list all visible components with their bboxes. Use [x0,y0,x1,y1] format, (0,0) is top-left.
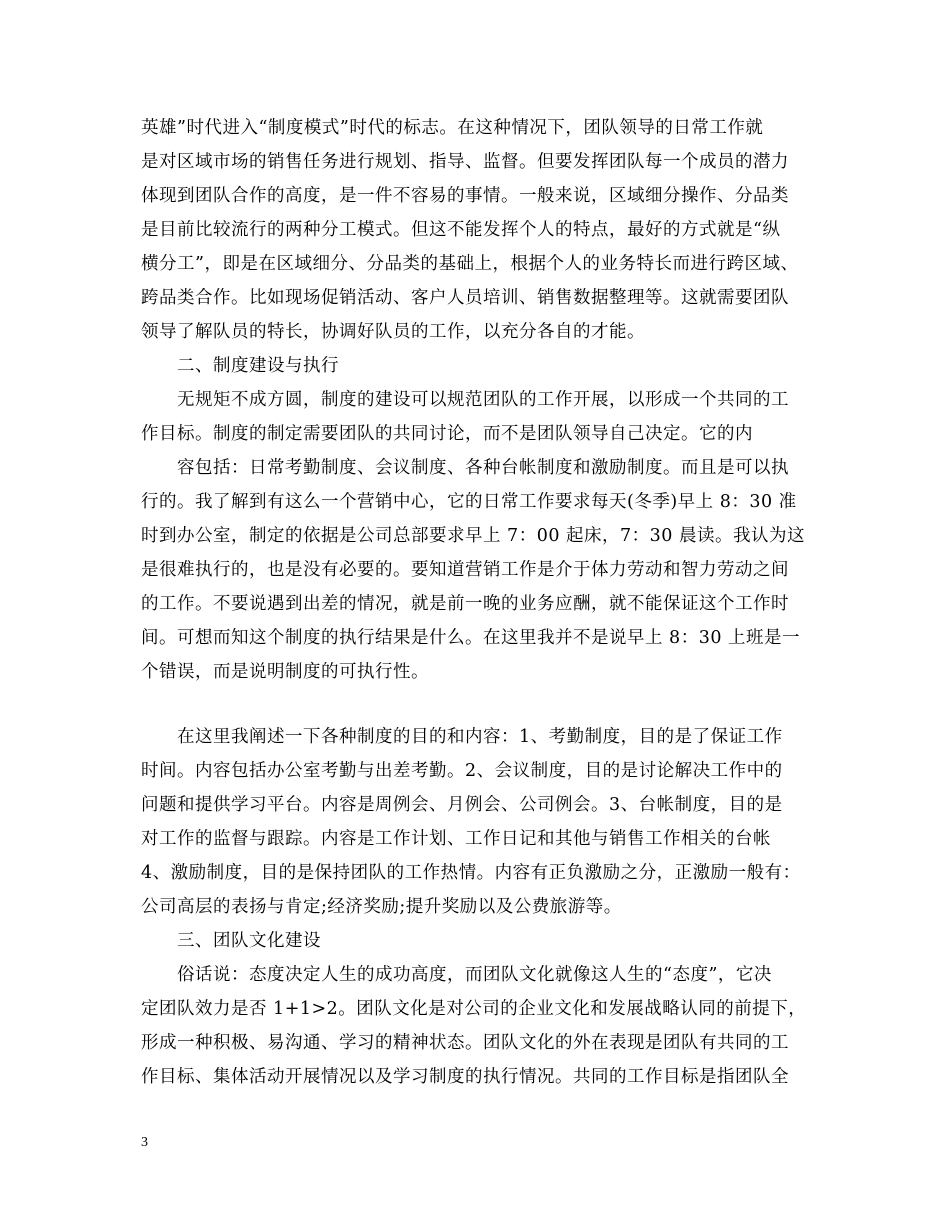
text-line [0,247,950,281]
heading-text: 三、团队文化建设 [177,931,321,951]
line-text: 定团队效力是否 1+1>2。团队文化是对公司的企业文化和发展战略认同的前提下， [141,999,807,1019]
text-line [0,315,950,349]
line-text: 作目标、集体活动开展情况以及学习制度的执行情况。共同的工作目标是指团队全 [141,1067,789,1087]
text-line [0,553,950,587]
line-text: 4、激励制度，目的是保持团队的工作热情。内容有正负激励之分，正激励一般有： [141,863,801,883]
line-text: 个错误，而是说明制度的可执行性。 [141,662,429,682]
line-text: 是对区域市场的销售任务进行规划、指导、监督。但要发挥团队每一个成员的潜力 [141,152,789,172]
text-line [0,281,950,315]
line-text: 形成一种积极、易沟通、学习的精神状态。团队文化的外在表现是团队有共同的工 [141,1033,789,1053]
line-text: 间。可想而知这个制度的执行结果是什么。在这里我并不是说早上 8：30 上班是一 [141,628,801,648]
text-line [0,179,950,213]
line-text: 的工作。不要说遇到出差的情况，就是前一晚的业务应酬，就不能保证这个工作时 [141,594,789,614]
text-line [0,417,950,451]
line-text: 体现到团队合作的高度，是一件不容易的事情。一般来说，区域细分操作、分品类 [141,186,789,206]
line-text: 容包括：日常考勤制度、会议制度、各种台帐制度和激励制度。而且是可以执 [177,458,789,478]
line-text: 是目前比较流行的两种分工模式。但这不能发挥个人的特点，最好的方式就是“纵 [141,220,781,240]
text-line [0,145,950,179]
text-line [0,1026,950,1060]
section-heading [0,924,950,958]
line-text: 跨品类合作。比如现场促销活动、客户人员培训、销售数据整理等。这就需要团队 [141,288,789,308]
text-line [0,958,950,992]
line-text: 时间。内容包括办公室考勤与出差考勤。2、会议制度，目的是讨论解决工作中的 [141,761,783,781]
line-text: 横分工”，即是在区域细分、分品类的基础上，根据个人的业务特长而进行跨区域、 [141,254,799,274]
line-text: 英雄”时代进入“制度模式”时代的标志。在这种情况下，团队领导的日常工作就 [141,118,764,138]
line-text: 领导了解队员的特长，协调好队员的工作，以充分各自的才能。 [141,322,645,342]
line-text: 在这里我阐述一下各种制度的目的和内容：1、考勤制度，目的是了保证工作 [177,727,783,747]
text-line [0,519,950,553]
text-line [0,451,950,485]
line-text: 问题和提供学习平台。内容是周例会、月例会、公司例会。3、台帐制度，目的是 [141,795,783,815]
text-line [0,856,950,890]
text-line [0,621,950,655]
text-line [0,822,950,856]
text-line [0,720,950,754]
line-text: 公司高层的表扬与肯定;经济奖励;提升奖励以及公费旅游等。 [141,897,622,917]
page-number: 3 [141,1135,148,1150]
line-text: 行的。我了解到有这么一个营销中心，它的日常工作要求每天(冬季)早上 8：30 准 [141,492,797,512]
text-line [0,788,950,822]
text-line [0,655,950,689]
line-text: 作目标。制度的制定需要团队的共同讨论，而不是团队领导自己决定。它的内 [141,424,753,444]
section-heading [0,349,950,383]
text-line [0,485,950,519]
text-line [0,587,950,621]
text-line [0,890,950,924]
text-line [0,111,950,145]
text-line [0,1060,950,1094]
heading-text: 二、制度建设与执行 [177,356,339,376]
line-text: 无规矩不成方圆，制度的建设可以规范团队的工作开展，以形成一个共同的工 [177,390,789,410]
text-line [0,754,950,788]
line-text: 俗话说：态度决定人生的成功高度，而团队文化就像这人生的“态度”，它决 [177,965,772,985]
text-line [0,992,950,1026]
text-line [0,383,950,417]
line-text: 对工作的监督与跟踪。内容是工作计划、工作日记和其他与销售工作相关的台帐 [141,829,771,849]
line-text: 时到办公室，制定的依据是公司总部要求早上 7：00 起床，7：30 晨读。我认为这 [141,526,805,546]
line-text: 是很难执行的，也是没有必要的。要知道营销工作是介于体力劳动和智力劳动之间 [141,560,789,580]
text-line [0,213,950,247]
